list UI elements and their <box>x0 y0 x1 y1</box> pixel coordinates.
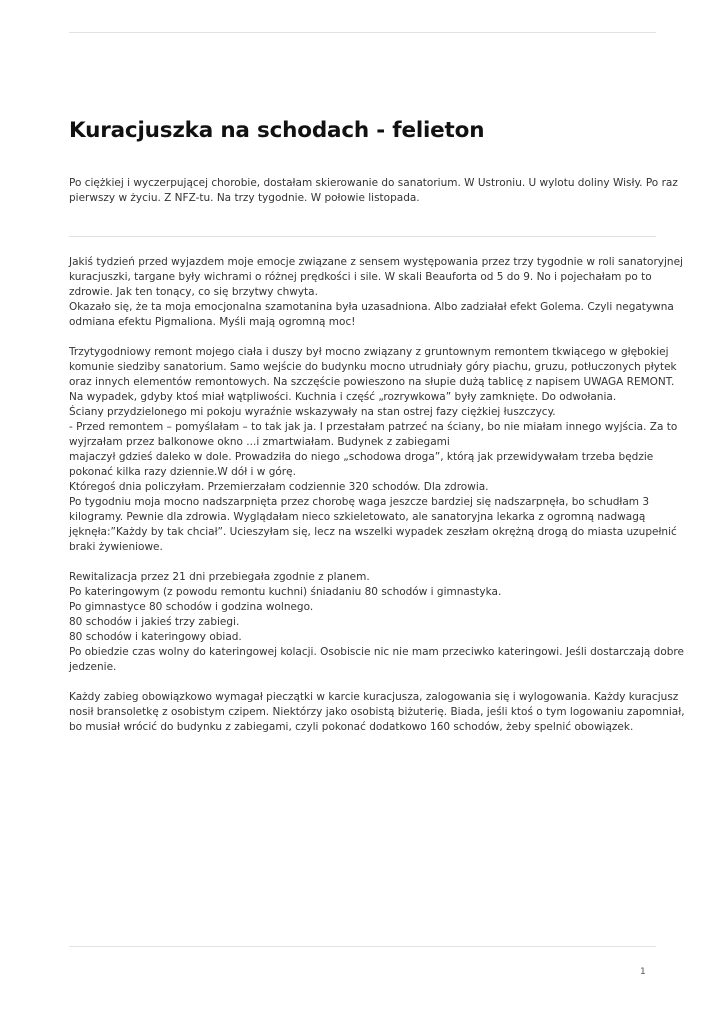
page-title: Kuracjuszka na schodach - felieton <box>69 118 485 143</box>
lead-line: Po ciężkiej i wyczerpującej chorobie, dostałam skierowanie do sanatorium. W Ustroniu. U wylotu doliny Wisły. Po raz <box>69 177 678 189</box>
body-line: Jakiś tydzień przed wyjazdem moje emocje związane z sensem występowania przez trzy tygodnie w roli sanatoryjnej <box>69 256 683 268</box>
body-line: bo musiał wrócić do budynku z zabiegami, czyli pokonać dodatkowo 160 schodów, żeby spelnić obowiązek. <box>69 721 634 733</box>
body-line <box>69 555 659 570</box>
article-body <box>69 255 685 735</box>
footer-divider <box>69 946 656 947</box>
body-line: Któregoś dnia policzyłam. Przemierzałam codziennie 320 schodów. Dla zdrowia. <box>69 481 489 493</box>
body-line: kilogramy. Pewnie dla zdrowia. Wyglądałam nieco szkieletowato, ale sanatoryjna lekarka z ogromną nadwagą <box>69 511 646 523</box>
body-line: pokonać kilka razy dziennie.W dół i w górę. <box>69 466 296 478</box>
body-line: jedzenie. <box>69 661 117 673</box>
body-line: majaczył gdzieś daleko w dole. Prowadziła do niego „schodowa droga”, którą jak przewidywałam trzeba będzie <box>69 451 654 463</box>
body-line: Po tygodniu moja mocno nadszarpnięta przez chorobę waga jeszcze bardziej się nadszarpnęła, bo schudłam 3 <box>69 496 650 508</box>
body-line: 80 schodów i kateringowy obiad. <box>69 631 242 643</box>
body-line: komunie siedziby sanatorium. Samo wejście do budynku mocno utrudniały góry piachu, gruzu, potłuczonych płytek <box>69 361 677 373</box>
lead-paragraph <box>69 176 678 206</box>
body-line: jęknęła:”Każdy by tak chciał”. Ucieszyłam się, lecz na wszelki wypadek zeszłam okrężną drogą do miasta uzupełnić <box>69 526 677 538</box>
body-line: Po obiedzie czas wolny do kateringowej kolacji. Osobiscie nic nie mam przeciwko kateringowi. Jeśli dostarczają dobre <box>69 646 684 658</box>
body-line: Trzytygodniowy remont mojego ciała i duszy był mocno związany z gruntownym remontem tkwiącego w głębokiej <box>69 346 669 358</box>
page-number: 1 <box>640 967 646 977</box>
section-divider <box>69 236 656 237</box>
body-line: Na wypadek, gdyby ktoś miał wątpliwości. Kuchnia i część „rozrywkowa” były zamknięte. Do odwołania. <box>69 391 617 403</box>
body-line: Każdy zabieg obowiązkowo wymagał pieczątki w karcie kuracjusza, zalogowania się i wylogowania. Każdy kuracjusz <box>69 691 679 703</box>
body-line <box>69 675 659 690</box>
body-line: Ściany przydzielonego mi pokoju wyraźnie wskazywały na stan ostrej fazy ciężkiej łuszczycy. <box>69 406 556 418</box>
body-line: wyjrzałam przez balkonowe okno ...i zmartwiałam. Budynek z zabiegami <box>69 436 450 448</box>
body-line: nosił bransoletkę z osobistym czipem. Niektórzy jako osobistą biżuterię. Biada, jeśli ktoś o tym logowaniu zapomniał, <box>69 706 685 718</box>
body-line: braki żywieniowe. <box>69 541 163 553</box>
body-line: Okazało się, że ta moja emocjonalna szamotanina była uzasadniona. Albo zadziałał efekt Golema. Czyli negatywna <box>69 301 674 313</box>
body-line: zdrowie. Jak ten tonący, co się brzytwy chwyta. <box>69 286 318 298</box>
body-line: oraz innych elementów remontowych. Na szczęście powieszono na słupie dużą tablicę z napisem UWAGA REMONT. <box>69 376 675 388</box>
body-line: Rewitalizacja przez 21 dni przebiegała zgodnie z planem. <box>69 571 370 583</box>
body-line: Po gimnastyce 80 schodów i godzina wolnego. <box>69 601 314 613</box>
body-line: 80 schodów i jakieś trzy zabiegi. <box>69 616 240 628</box>
body-line: - Przed remontem – pomyślałam – to tak jak ja. I przestałam patrzeć na ściany, bo nie miałam innego wyjścia. Za to <box>69 421 678 433</box>
body-line: kuracjuszki, targane były wichrami o różnej prędkości i sile. W skali Beauforta od 5 do 9. No i pojechałam po to <box>69 271 652 283</box>
lead-line: pierwszy w życiu. Z NFZ-tu. Na trzy tygodnie. W połowie listopada. <box>69 192 420 204</box>
body-line <box>69 330 659 345</box>
body-line: Po kateringowym (z powodu remontu kuchni) śniadaniu 80 schodów i gimnastyka. <box>69 586 502 598</box>
body-line: odmiana efektu Pigmaliona. Myśli mają ogromną moc! <box>69 316 356 328</box>
top-divider <box>69 32 656 33</box>
